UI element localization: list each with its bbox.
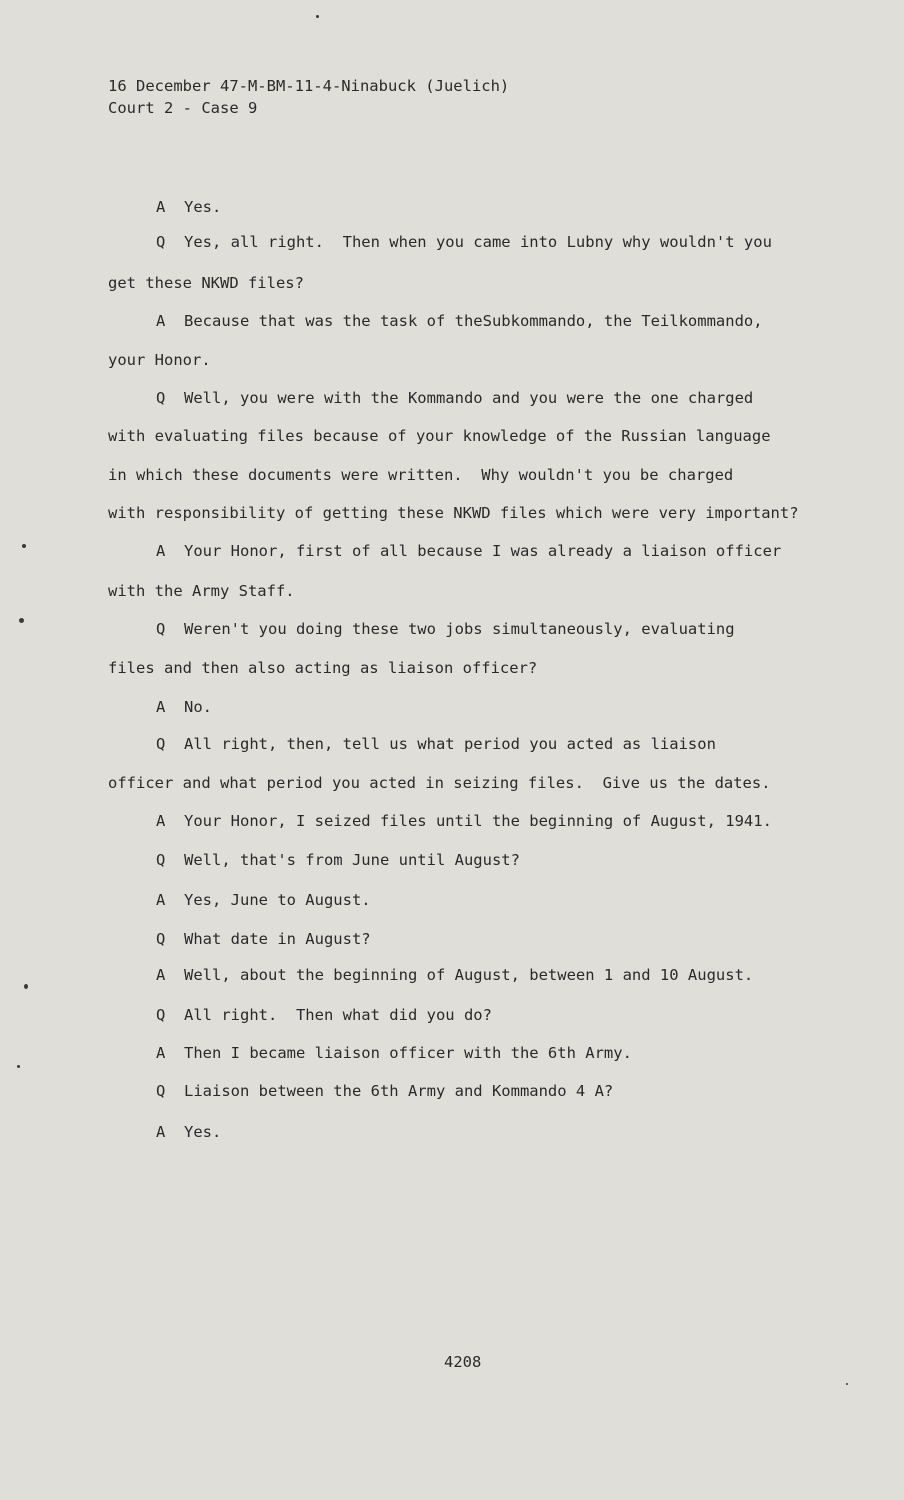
testimony-line: Q What date in August? xyxy=(156,930,371,948)
document-header xyxy=(108,75,509,119)
header-court-line: Court 2 - Case 9 xyxy=(108,99,258,117)
testimony-line: A Well, about the beginning of August, between 1 and 10 August. xyxy=(156,966,754,984)
testimony-line: Q All right. Then what did you do? xyxy=(156,1006,492,1024)
testimony-line: get these NKWD files? xyxy=(108,274,304,292)
testimony-line: with responsibility of getting these NKWD files which were very important? xyxy=(108,504,799,522)
testimony-line: A Because that was the task of theSubkommando, the Teilkommando, xyxy=(156,312,763,330)
header-date-line: 16 December 47-M-BM-11-4-Ninabuck (Juelich) xyxy=(108,77,510,95)
testimony-line: with the Army Staff. xyxy=(108,582,295,600)
testimony-line: A Yes. xyxy=(156,1123,222,1141)
paper-speck xyxy=(17,1065,20,1068)
paper-speck xyxy=(846,1383,848,1385)
testimony-line: Q Weren't you doing these two jobs simultaneously, evaluating xyxy=(156,620,735,638)
testimony-line: A Then I became liaison officer with the 6th Army. xyxy=(156,1044,632,1062)
testimony-line: Q All right, then, tell us what period you acted as liaison xyxy=(156,735,716,753)
page-number: 4208 xyxy=(444,1353,482,1371)
testimony-line: with evaluating files because of your knowledge of the Russian language xyxy=(108,427,771,445)
testimony-line: A Your Honor, first of all because I was already a liaison officer xyxy=(156,542,782,560)
testimony-line: A Your Honor, I seized files until the beginning of August, 1941. xyxy=(156,812,772,830)
testimony-line: A Yes. xyxy=(156,198,222,216)
testimony-line: Q Liaison between the 6th Army and Kommando 4 A? xyxy=(156,1082,614,1100)
testimony-line: your Honor. xyxy=(108,351,211,369)
testimony-line: officer and what period you acted in seizing files. Give us the dates. xyxy=(108,774,771,792)
paper-speck xyxy=(22,544,26,548)
testimony-line: A No. xyxy=(156,698,212,716)
testimony-line: Q Well, that's from June until August? xyxy=(156,851,520,869)
testimony-line: Q Well, you were with the Kommando and you were the one charged xyxy=(156,389,754,407)
paper-speck xyxy=(19,618,24,623)
paper-speck xyxy=(24,984,28,989)
testimony-line: in which these documents were written. Why wouldn't you be charged xyxy=(108,466,734,484)
testimony-line: A Yes, June to August. xyxy=(156,891,371,909)
testimony-line: Q Yes, all right. Then when you came into Lubny why wouldn't you xyxy=(156,233,772,251)
testimony-line: files and then also acting as liaison officer? xyxy=(108,659,538,677)
paper-speck xyxy=(316,15,319,18)
